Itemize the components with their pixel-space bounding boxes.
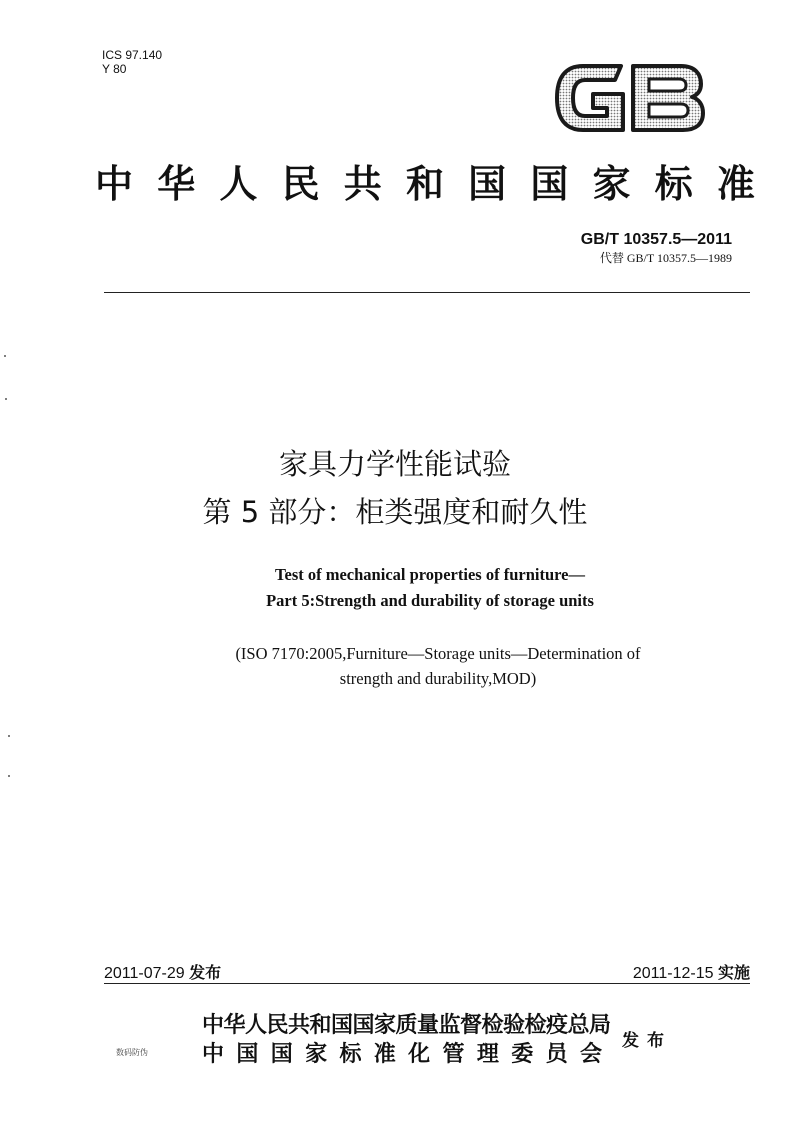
- margin-speck: [4, 355, 6, 357]
- banner-char: 和: [405, 162, 444, 206]
- header-divider: [104, 292, 750, 293]
- issue-date-value: 2011-07-29: [104, 965, 185, 982]
- issuer-char: 员: [545, 1042, 568, 1067]
- implement-date-label: 实施: [717, 963, 750, 982]
- banner-char: 家: [592, 162, 631, 206]
- issuer-char: 中: [202, 1042, 225, 1067]
- chinese-title-main: 家具力学性能试验: [278, 447, 511, 481]
- issuer-char: 管: [442, 1042, 465, 1067]
- ics-code: ICS 97.140: [102, 48, 163, 62]
- banner-char: 中: [95, 162, 134, 206]
- classification-codes: [102, 48, 162, 76]
- banner-char: 人: [219, 162, 258, 206]
- issuer-char: 准: [373, 1042, 396, 1067]
- issuer-char: 标: [339, 1042, 362, 1067]
- footer-divider: [104, 983, 750, 984]
- issuer-char: 理: [476, 1042, 499, 1067]
- standard-number: GB/T 10357.5—2011: [580, 231, 732, 248]
- banner-char: 标: [654, 162, 693, 206]
- anticounterfeit-mark: 数码防伪: [116, 1048, 148, 1057]
- implement-date-value: 2011-12-15: [632, 965, 714, 982]
- issue-date-label: 发布: [189, 963, 222, 982]
- national-standard-banner: [95, 160, 755, 208]
- issuer-char: 会: [579, 1042, 602, 1067]
- english-title-main: Test of mechanical properties of furniture—: [275, 565, 585, 584]
- english-title-part: Part 5:Strength and durability of storage units: [266, 591, 594, 610]
- issuer-char: 委: [511, 1042, 534, 1067]
- replaces-standard: 代替 GB/T 10357.5—1989: [599, 251, 732, 265]
- issuer-sac: [202, 1040, 602, 1070]
- issuer-aqsiq: 中华人民共和国国家质量监督检验检疫总局: [202, 1013, 611, 1038]
- banner-char: 民: [281, 162, 320, 206]
- iso-reference-line2: strength and durability,MOD): [339, 669, 537, 688]
- issuer-char: 国: [270, 1042, 293, 1067]
- banner-char: 共: [343, 162, 382, 206]
- chinese-title-part: 第 5 部分：柜类强度和耐久性: [202, 495, 588, 529]
- margin-speck: [8, 735, 10, 737]
- implement-date: [633, 960, 750, 983]
- issuer-char: 化: [408, 1042, 431, 1067]
- gb-logo: [553, 58, 707, 138]
- publish-label: 发布: [622, 1031, 672, 1051]
- banner-char: 华: [157, 162, 196, 206]
- banner-char: 准: [716, 162, 755, 206]
- ccs-code: Y 80: [102, 62, 127, 76]
- margin-speck: [8, 775, 10, 777]
- banner-char: 国: [468, 162, 507, 206]
- issuer-char: 家: [305, 1042, 328, 1067]
- banner-char: 国: [530, 162, 569, 206]
- issuer-char: 国: [236, 1042, 259, 1067]
- issue-date: [104, 960, 221, 983]
- iso-reference-line1: (ISO 7170:2005,Furniture—Storage units—Determination of: [235, 644, 641, 663]
- margin-speck: [5, 398, 7, 400]
